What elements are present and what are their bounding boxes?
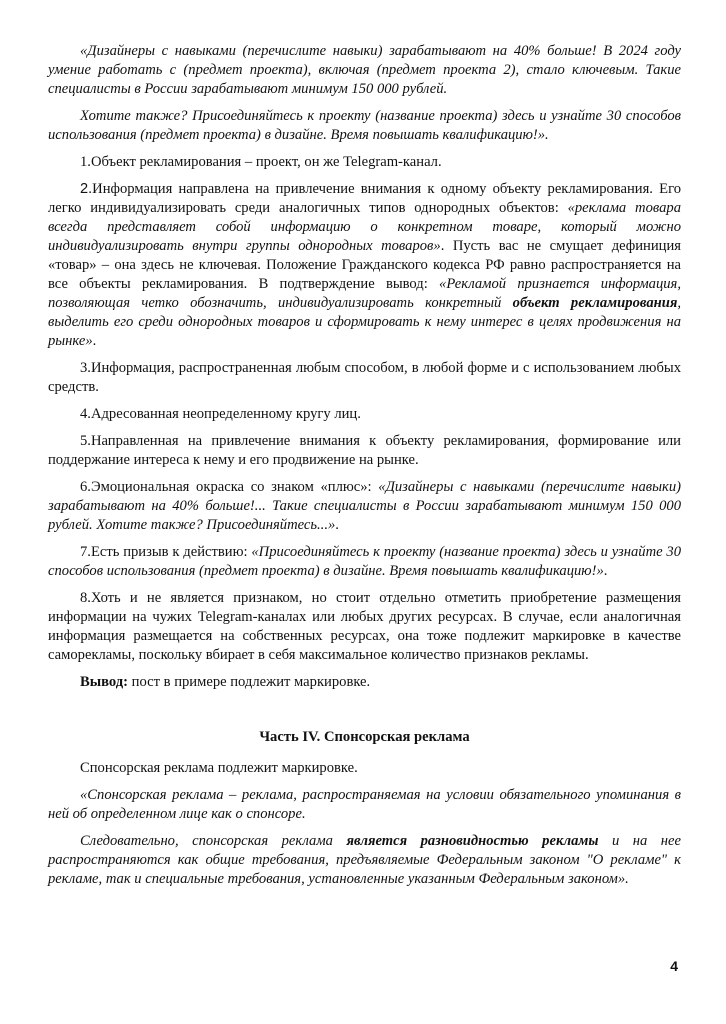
list-item-6-text: 6.Эмоциональная окраска со знаком «плюс»: — [80, 479, 379, 495]
section-paragraph-3 — [48, 832, 681, 889]
section-quote-paragraph: «Спонсорская реклама – реклама, распространяемая на условии обязательного упоминания в ней об определенном лице как о спонсоре. — [48, 787, 681, 822]
list-item-6-quote: «Дизайнеры с навыками (перечислите навыки) зарабатывают на 40% больше!... Такие специалисты в России зарабатывают минимум 150 000 рублей. Хотите также? Присоединяйтесь...» — [48, 479, 681, 533]
list-item-2 — [48, 180, 681, 351]
list-item-2-text-b: . Пусть вас не смущает дефиниция «товар» – она здесь не ключевая. Положение Гражданского кодекса РФ равно распространяется на все объекты рекламирования. В подтверждение вывод: — [48, 238, 681, 292]
list-item-8: 8.Хоть и не является признаком, но стоит отдельно отметить приобретение размещения информации на чужих Telegram-каналах или любых других ресурсах. В случае, если аналогичная информация размещается на собственных ресурсах, она тоже подлежит маркировке в качестве саморекламы, поскольку вбирает в себя максимальное количество признаков рекламы. — [48, 590, 681, 663]
list-item-4: 4.Адресованная неопределенному кругу лиц. — [80, 406, 361, 422]
conclusion-paragraph — [48, 673, 681, 692]
list-item-7-end: . — [603, 563, 608, 579]
list-item-2-text-c: . — [92, 333, 97, 349]
ad-quote-call-paragraph: Хотите также? Присоединяйтесь к проекту (название проекта) здесь и узнайте 30 способов использования (предмет проекта) в дизайне. Время повышать квалификацию!». — [48, 108, 681, 143]
list-item-6-end: . — [335, 517, 339, 533]
list-item-7-text: 7.Есть призыв к действию: — [80, 544, 252, 560]
list-item-2-quote-b: «Рекламой признается информация, позволяющая четко обозначить, индивидуализировать конкретный — [48, 276, 681, 311]
section-heading: Часть IV. Спонсорская реклама — [259, 729, 470, 745]
list-item-2-quote-c: , выделить его среди однородных товаров и сформировать к нему интерес в целях продвижения на рынке» — [48, 295, 682, 349]
page-number: 4 — [670, 958, 678, 974]
list-item-7 — [48, 543, 681, 581]
ad-quote-paragraph: «Дизайнеры с навыками (перечислите навыки) зарабатывают на 40% больше! В 2024 году умение работать с (предмет проекта), включая (предмет проекта 2), стало ключевым. Такие специалисты в России зарабатывают минимум 150 000 рублей. — [48, 43, 681, 97]
list-item-2-quote-a: «реклама товара всегда представляет собой информацию о конкретном товаре, который можно индивидуализировать внутри группы однородных товаров» — [48, 200, 682, 254]
section-paragraph-1: Спонсорская реклама подлежит маркировке. — [80, 760, 358, 776]
list-item-5: 5.Направленная на привлечение внимания к объекту рекламирования, формирование или поддержание интереса к нему и его продвижение на рынке. — [48, 433, 681, 468]
page-content — [48, 42, 681, 897]
conclusion-label: Вывод: — [80, 674, 129, 690]
section-p3-bold: является разновидностью рекламы — [346, 833, 599, 849]
list-item-7-quote: «Присоединяйтесь к проекту (название проекта) здесь и узнайте 30 способов использования (предмет проекта) в дизайне. Время повышать квалификацию!» — [48, 544, 681, 579]
conclusion-text: пост в примере подлежит маркировке. — [128, 674, 371, 690]
list-item-1: 1.Объект рекламирования – проект, он же Telegram-канал. — [80, 154, 442, 170]
list-item-2-text-a: Информация направлена на привлечение внимания к одному объекту рекламирования. Его легко индивидуализировать среди аналогичных типов однородных объектов: — [48, 181, 681, 216]
list-item-2-number: 2. — [80, 181, 93, 197]
list-item-3: 3.Информация, распространенная любым способом, в любой форме и с использованием любых средств. — [48, 360, 681, 395]
list-item-6 — [48, 478, 681, 535]
section-p3-text-a: Следовательно, спонсорская реклама — [80, 833, 347, 849]
section-p3-text-b: и на нее распространяются как общие требования, предъявляемые Федеральным законом "О рекламе" к рекламе, так и специальные требования, установленные указанным Федеральным законом». — [48, 833, 681, 887]
list-item-2-quote-bold: объект рекламирования — [512, 295, 678, 311]
